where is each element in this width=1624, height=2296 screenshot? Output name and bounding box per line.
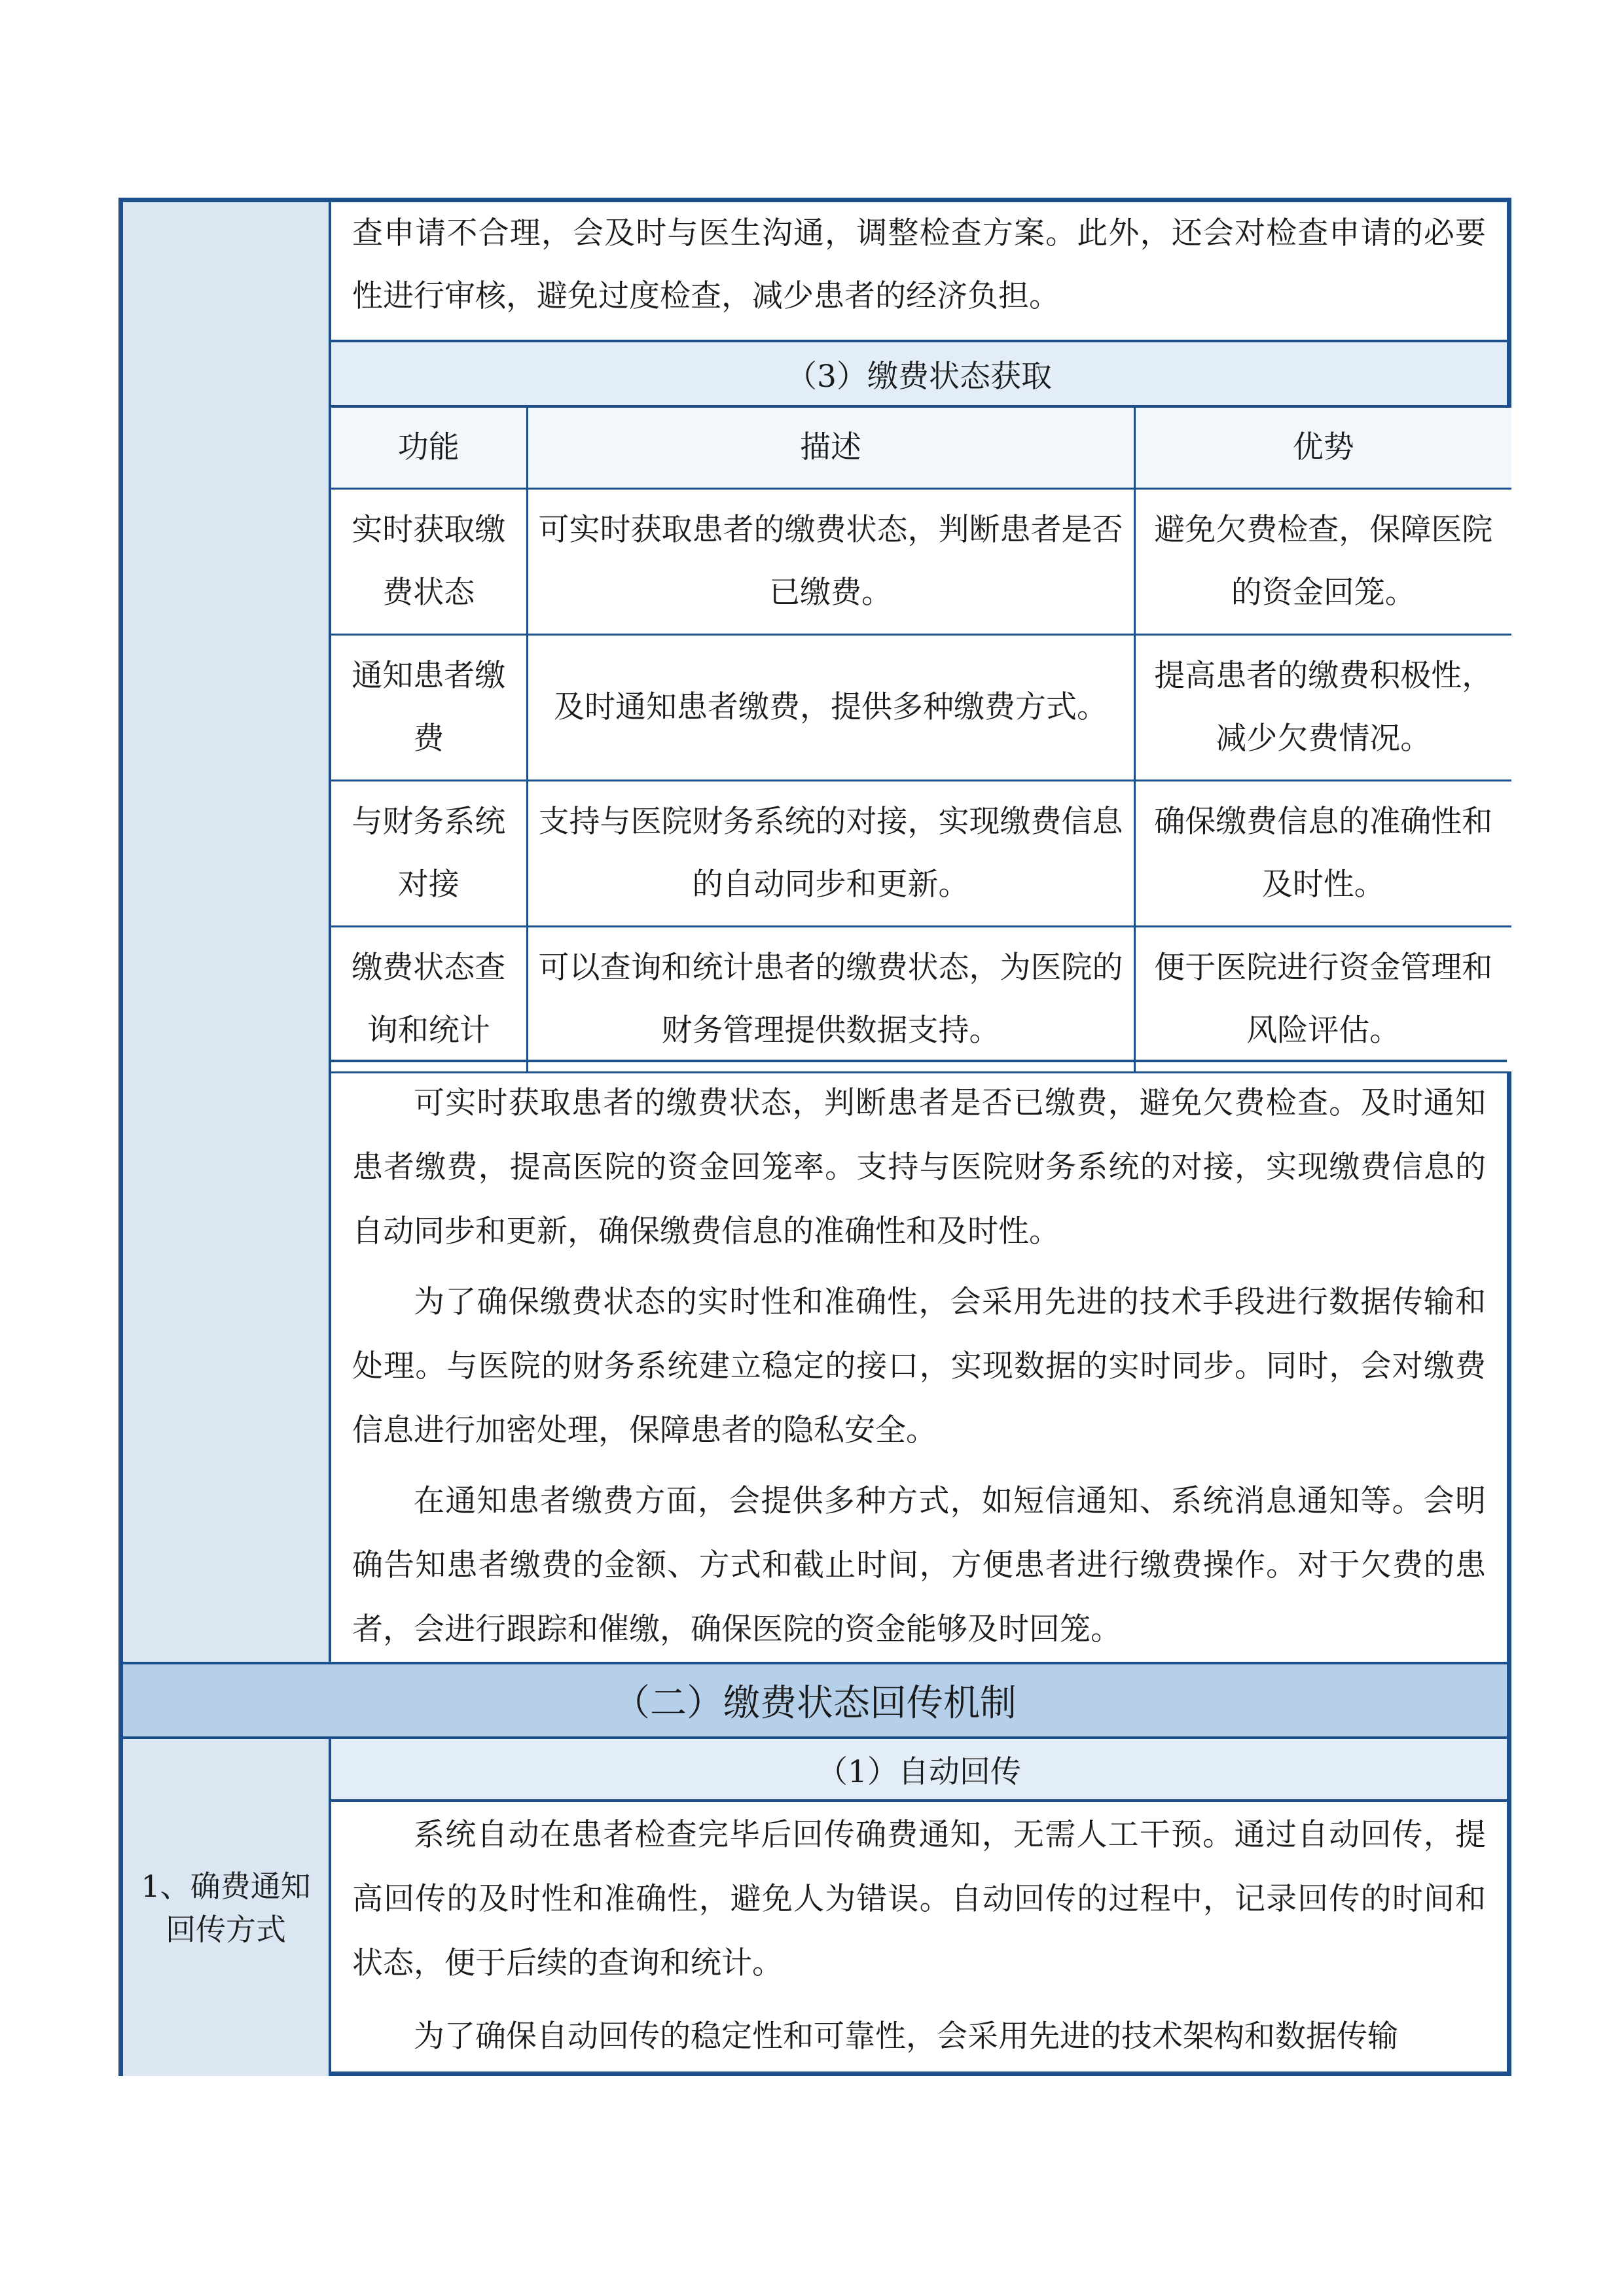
table-header-cell: 描述 (527, 406, 1134, 489)
table-cell-advantage: 便于医院进行资金管理和风险评估。 (1134, 927, 1511, 1073)
table-cell-description: 支持与医院财务系统的对接，实现缴费信息的自动同步和更新。 (527, 781, 1134, 927)
paragraph: 为了确保自动回传的稳定性和可靠性，会采用先进的技术架构和数据传输 (414, 2018, 1398, 2054)
table-cell-function: 与财务系统对接 (331, 781, 527, 927)
paragraph: 可实时获取患者的缴费状态，判断患者是否已缴费，避免欠费检查。及时通知患者缴费，提高医院的资金回笼率。支持与医院财务系统的对接，实现缴费信息的自动同步和更新，确保缴费信息的准确性和及时性。 (352, 1085, 1486, 1249)
table-cell-function: 实时获取缴费状态 (331, 489, 527, 635)
table-cell-description: 可以查询和统计患者的缴费状态，为医院的财务管理提供数据支持。 (527, 927, 1134, 1073)
table-cell-description: 及时通知患者缴费，提供多种缴费方式。 (527, 635, 1134, 781)
section-heading-text: （二）缴费状态回传机制 (613, 1682, 1017, 1725)
section-heading (123, 1662, 1507, 1739)
top-paragraph: 查申请不合理，会及时与医生沟通，调整检查方案。此外，还会对检查申请的必要性进行审核，避免过度检查，减少患者的经济负担。 (352, 215, 1486, 314)
auto-return-block (331, 1799, 1507, 2076)
left-label-cell (123, 1739, 331, 2076)
sub-heading-auto-return (331, 1739, 1507, 1799)
table-cell-advantage: 避免欠费检查，保障医院的资金回笼。 (1134, 489, 1511, 635)
table-row (331, 927, 1511, 1073)
top-text-block (331, 202, 1507, 340)
table-row (331, 489, 1511, 635)
sub-heading-text: （3）缴费状态获取 (786, 358, 1052, 395)
table-row (331, 635, 1511, 781)
table-cell-advantage: 确保缴费信息的准确性和及时性。 (1134, 781, 1511, 927)
table-header-cell: 优势 (1134, 406, 1511, 489)
paragraph: 在通知患者缴费方面，会提供多种方式，如短信通知、系统消息通知等。会明确告知患者缴费的金额、方式和截止时间，方便患者进行缴费操作。对于欠费的患者，会进行跟踪和催缴，确保医院的资金能够及时回笼。 (352, 1483, 1486, 1647)
sub-heading-payment-status (331, 340, 1507, 405)
left-label-text: 1、确费通知回传方式 (141, 1868, 311, 1947)
table-cell-advantage: 提高患者的缴费积极性，减少欠费情况。 (1134, 635, 1511, 781)
content-frame (118, 198, 1511, 2076)
sub-heading-text: （1）自动回传 (817, 1753, 1021, 1790)
paragraph: 系统自动在患者检查完毕后回传确费通知，无需人工干预。通过自动回传，提高回传的及时性和准确性，避免人为错误。自动回传的过程中，记录回传的时间和状态，便于后续的查询和统计。 (352, 1817, 1486, 1981)
table-cell-function: 通知患者缴费 (331, 635, 527, 781)
paragraph: 为了确保缴费状态的实时性和准确性，会采用先进的技术手段进行数据传输和处理。与医院的财务系统建立稳定的接口，实现数据的实时同步。同时，会对缴费信息进行加密处理，保障患者的隐私安全。 (352, 1284, 1486, 1448)
table-header-row (331, 406, 1511, 489)
table-header-cell: 功能 (331, 406, 527, 489)
table-row (331, 781, 1511, 927)
description-block (331, 1060, 1507, 1662)
function-table (331, 405, 1511, 1073)
left-label-column (123, 202, 331, 1662)
table-cell-description: 可实时获取患者的缴费状态，判断患者是否已缴费。 (527, 489, 1134, 635)
table-cell-function: 缴费状态查询和统计 (331, 927, 527, 1073)
